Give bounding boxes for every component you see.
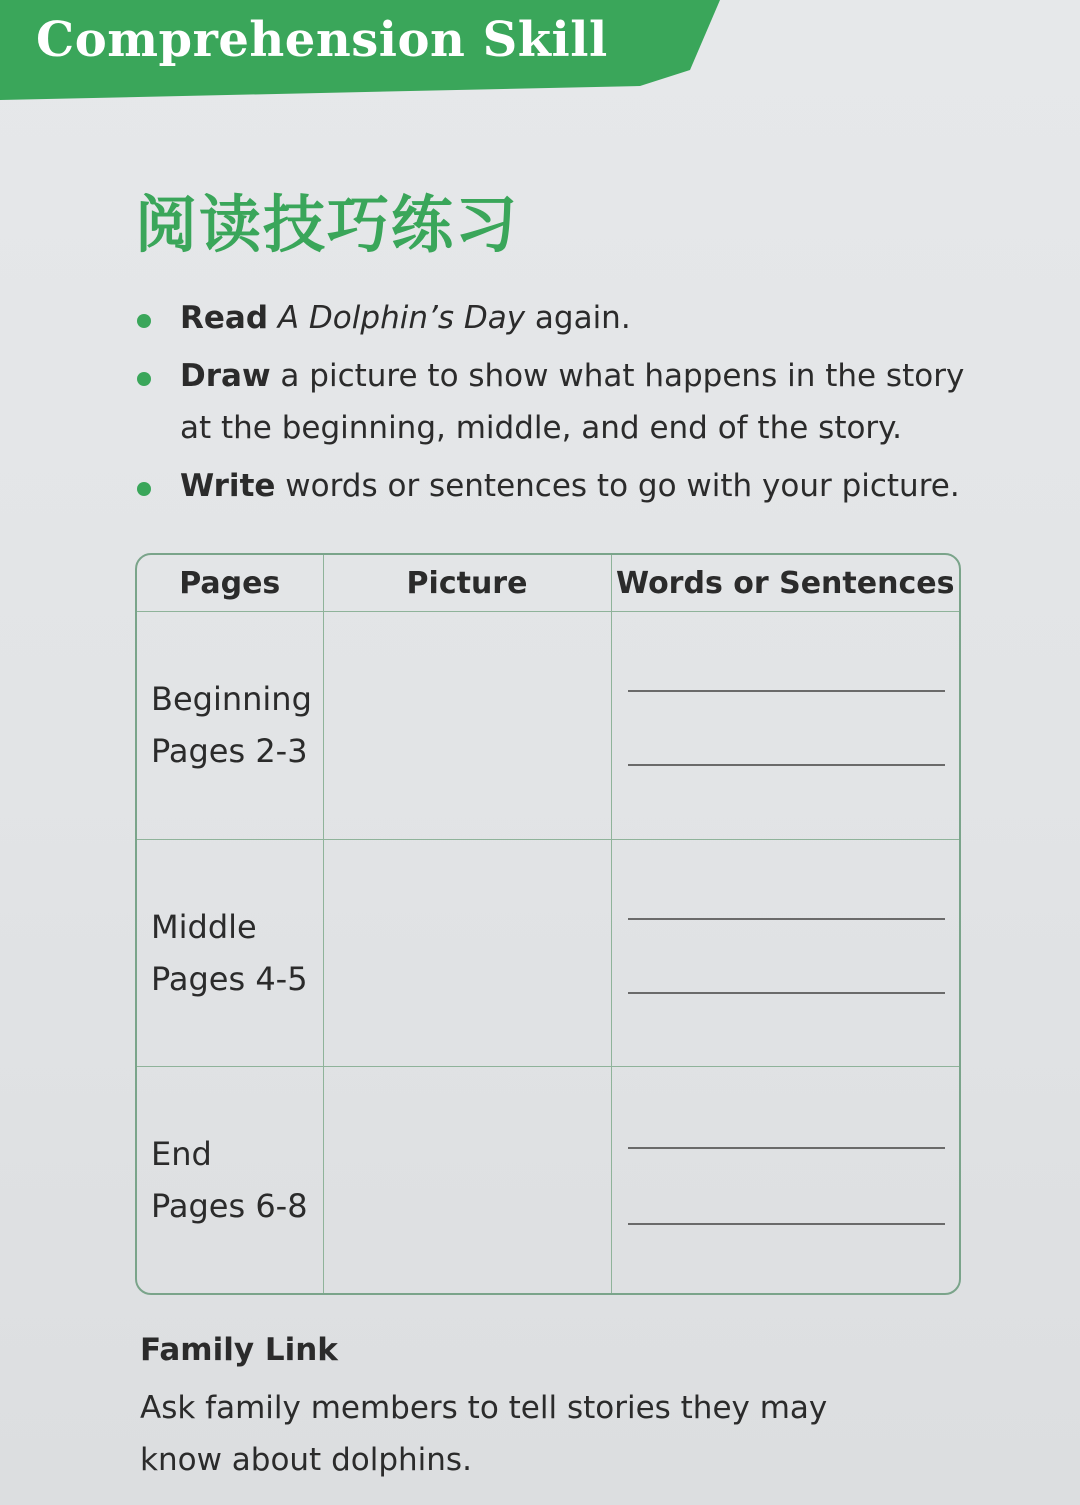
row-label-cell [137,612,323,840]
words-cell[interactable] [611,612,959,840]
instruction-item [135,460,975,512]
header-words: Words or Sentences [611,555,959,612]
writing-line[interactable] [628,1147,946,1149]
chinese-title: 阅读技巧练习 [135,188,520,261]
writing-line[interactable] [628,690,946,692]
picture-cell[interactable] [323,1067,611,1293]
table-row [137,1067,959,1293]
writing-line[interactable] [628,918,946,920]
page-range: Pages 6-8 [151,1187,308,1226]
page-range: Pages 4-5 [151,959,308,998]
instruction-text: again. [525,300,631,336]
instruction-verb: Draw [180,358,271,394]
row-label-cell [137,839,323,1067]
picture-cell[interactable] [323,839,611,1067]
instruction-item [135,350,975,454]
banner-title: Comprehension Skill [36,12,608,68]
writing-line[interactable] [628,764,946,766]
family-link-text: Ask family members to tell stories they may know about dolphins. [140,1390,828,1478]
story-organizer-table [135,553,961,1295]
instruction-text: a picture to show what happens in the story at the beginning, middle, and end of the story. [180,358,965,446]
family-link-heading: Family Link [140,1332,338,1368]
writing-line[interactable] [628,1223,946,1225]
table-row [137,839,959,1067]
row-label-cell [137,1067,323,1293]
instruction-verb: Write [180,468,276,504]
section-name: End [151,1135,212,1174]
bullet-icon [137,372,151,386]
words-cell[interactable] [611,1067,959,1293]
bullet-icon [137,482,151,496]
header-pages: Pages [137,555,323,612]
section-name: Beginning [151,680,312,719]
writing-line[interactable] [628,992,946,994]
table-header-row [137,555,959,612]
table-row [137,612,959,840]
bullet-icon [137,314,151,328]
instruction-item [135,292,975,344]
instruction-text: words or sentences to go with your picture. [275,468,960,504]
book-title: A Dolphin’s Day [277,300,526,336]
header-picture: Picture [323,555,611,612]
instruction-verb: Read [180,300,269,336]
words-cell[interactable] [611,839,959,1067]
section-name: Middle [151,907,257,946]
page-range: Pages 2-3 [151,732,308,771]
instruction-list [135,292,975,518]
picture-cell[interactable] [323,612,611,840]
